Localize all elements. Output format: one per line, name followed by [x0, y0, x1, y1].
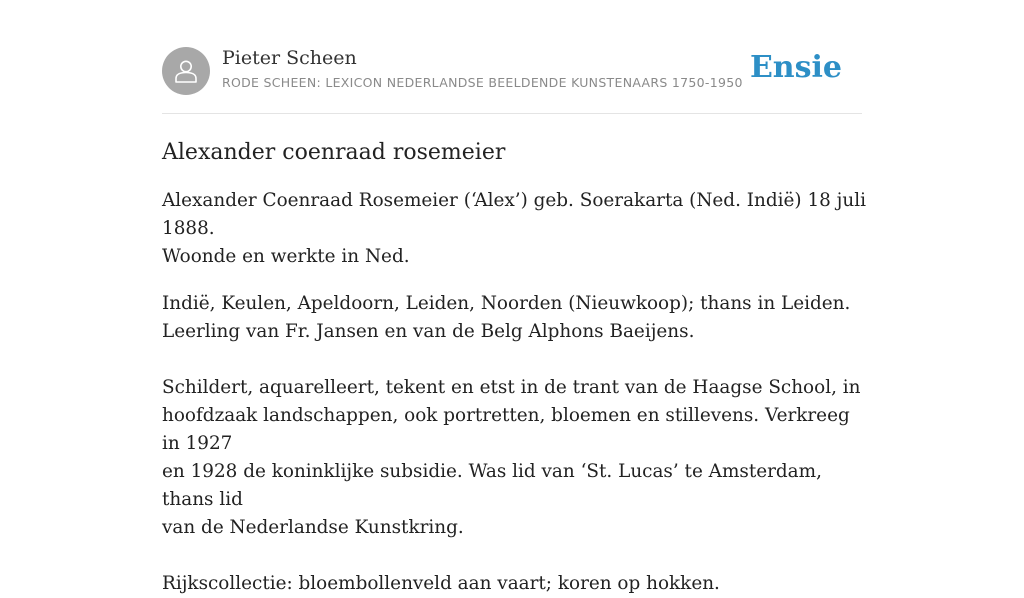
article-paragraph: Alexander Coenraad Rosemeier (‘Alex’) geb. Soerakarta (Ned. Indië) 18 juli 1888. Woonde en werkte in Ned.: [162, 190, 866, 267]
header-divider: [162, 113, 862, 114]
user-icon: [172, 57, 200, 85]
article-paragraph: Indië, Keulen, Apeldoorn, Leiden, Noorden (Nieuwkoop); thans in Leiden. Leerling van Fr. Jansen en van de Belg Alphons Baeijens. Schildert, aquarelleert, tekent en etst in de trant van de Haagse School, in hoofdzaak landschappen, ook portretten, bloemen en stillevens. Verkreeg in 1927 en 1928 de koninklijke subsidie. Was lid van ‘St. Lucas’ te Amsterdam, thans lid van de Nederlandse Kunstkring. Rijkscollectie: bloembollenveld aan vaart; koren op hokken.: [162, 293, 861, 594]
source-label[interactable]: RODE SCHEEN: LEXICON NEDERLANDSE BEELDENDE KUNSTENAARS 1750-1950: [222, 75, 743, 90]
author-name[interactable]: Pieter Scheen: [222, 47, 357, 69]
author-avatar[interactable]: [162, 47, 210, 95]
article-body: [162, 137, 867, 598]
article-title: Alexander coenraad rosemeier: [162, 140, 506, 165]
article-header: [162, 47, 862, 113]
ensie-logo[interactable]: Ensie: [749, 50, 842, 85]
